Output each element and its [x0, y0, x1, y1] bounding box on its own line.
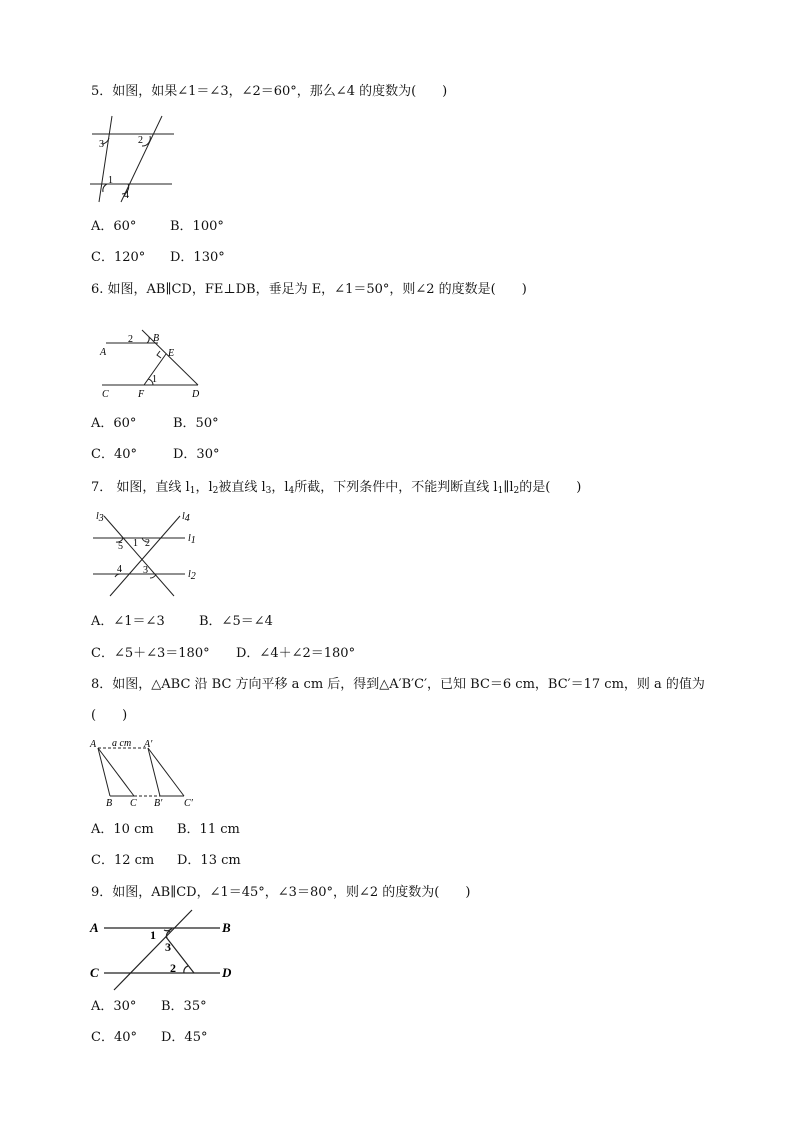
- q9-option-c: C．40°: [91, 1030, 137, 1045]
- q5-figure: [88, 112, 183, 207]
- q7-line-l3: l3: [96, 511, 104, 524]
- q9-label-2: 2: [170, 961, 176, 975]
- q9-label-b: B: [222, 920, 231, 935]
- q8-label-b: B: [106, 798, 113, 809]
- q6-label-f: F: [138, 389, 145, 400]
- q8-option-b: B．11 cm: [177, 822, 240, 837]
- q7-label-5: 5: [118, 541, 123, 552]
- q7-line-l2: l2: [188, 569, 196, 582]
- q9-stem: 9．如图，AB∥CD，∠1＝45°，∠3＝80°，则∠2 的度数为( ): [91, 885, 471, 900]
- q7-option-c: C．∠5＋∠3＝180°: [91, 646, 210, 661]
- q7-label-2: 2: [145, 538, 150, 549]
- q6-label-1: 1: [152, 374, 157, 385]
- q5-label-2: 2: [138, 135, 143, 146]
- q8-option-c: C．12 cm: [91, 853, 155, 868]
- q6-label-a: A: [100, 347, 107, 358]
- q8-stem-paren: ( ): [91, 708, 128, 723]
- q8-figure: [88, 736, 206, 808]
- q5-stem: 5．如图，如果∠1＝∠3，∠2＝60°，那么∠4 的度数为( ): [91, 84, 448, 99]
- q6-label-2: 2: [128, 334, 133, 345]
- q6-label-b: B: [153, 333, 160, 344]
- q7-option-a: A．∠1＝∠3: [91, 614, 165, 629]
- q6-stem: 6. 如图，AB∥CD，FE⊥DB，垂足为 E，∠1＝50°，则∠2 的度数是( ): [91, 282, 527, 297]
- q6-option-a: A．60°: [91, 416, 137, 431]
- q9-label-a: A: [90, 920, 99, 935]
- q7-line-l1: l1: [188, 533, 196, 546]
- q8-label-a-prime: A′: [144, 739, 153, 750]
- q8-option-d: D．13 cm: [177, 853, 241, 868]
- q9-figure: [88, 908, 238, 992]
- q6-figure: [96, 328, 208, 400]
- q8-label-a: A: [90, 739, 97, 750]
- q6-option-d: D．30°: [173, 447, 220, 462]
- q5-label-1: 1: [108, 175, 113, 186]
- q5-option-b: B．100°: [170, 219, 224, 234]
- q7-figure: [90, 508, 200, 600]
- q7-option-d: D．∠4＋∠2＝180°: [236, 646, 356, 661]
- q5-label-4: 4: [124, 190, 129, 201]
- q9-option-d: D．45°: [161, 1030, 208, 1045]
- q9-option-b: B．35°: [161, 999, 207, 1014]
- q5-option-c: C．120°: [91, 250, 146, 265]
- q8-stem: 8．如图，△ABC 沿 BC 方向平移 a cm 后，得到△A′B′C′，已知 BC＝6 cm，BC′＝17 cm，则 a 的值为: [91, 677, 705, 692]
- q7-stem: 7． 如图，直线 $l_1$，$l_2$被直线 $l_3$，$l_4$所截，下列条件中，不能判断直线 $l_1\parallel l_2$的是( ): [91, 480, 582, 496]
- q8-label-a-cm: a cm: [112, 738, 132, 749]
- q7-label-1: 1: [133, 538, 138, 549]
- q7-label-4: 4: [117, 564, 122, 575]
- q6-option-b: B．50°: [173, 416, 219, 431]
- q9-label-d: D: [222, 965, 232, 980]
- q6-label-c: C: [102, 389, 109, 400]
- q6-label-d: D: [192, 389, 200, 400]
- q6-label-e: E: [168, 348, 175, 359]
- q9-label-3: 3: [165, 940, 171, 954]
- q5-option-d: D．130°: [170, 250, 225, 265]
- q9-option-a: A．30°: [91, 999, 137, 1014]
- q7-line-l4: l4: [182, 511, 190, 524]
- q6-option-c: C．40°: [91, 447, 137, 462]
- q5-label-3: 3: [99, 139, 104, 150]
- q8-option-a: A．10 cm: [91, 822, 154, 837]
- q8-label-c-prime: C′: [184, 798, 193, 809]
- q7-option-b: B．∠5＝∠4: [199, 614, 273, 629]
- q8-label-b-prime: B′: [154, 798, 163, 809]
- q8-label-c: C: [130, 798, 137, 809]
- q7-label-3: 3: [143, 565, 148, 576]
- q5-option-a: A．60°: [91, 219, 137, 234]
- q9-label-c: C: [90, 965, 99, 980]
- q9-label-1: 1: [150, 928, 156, 942]
